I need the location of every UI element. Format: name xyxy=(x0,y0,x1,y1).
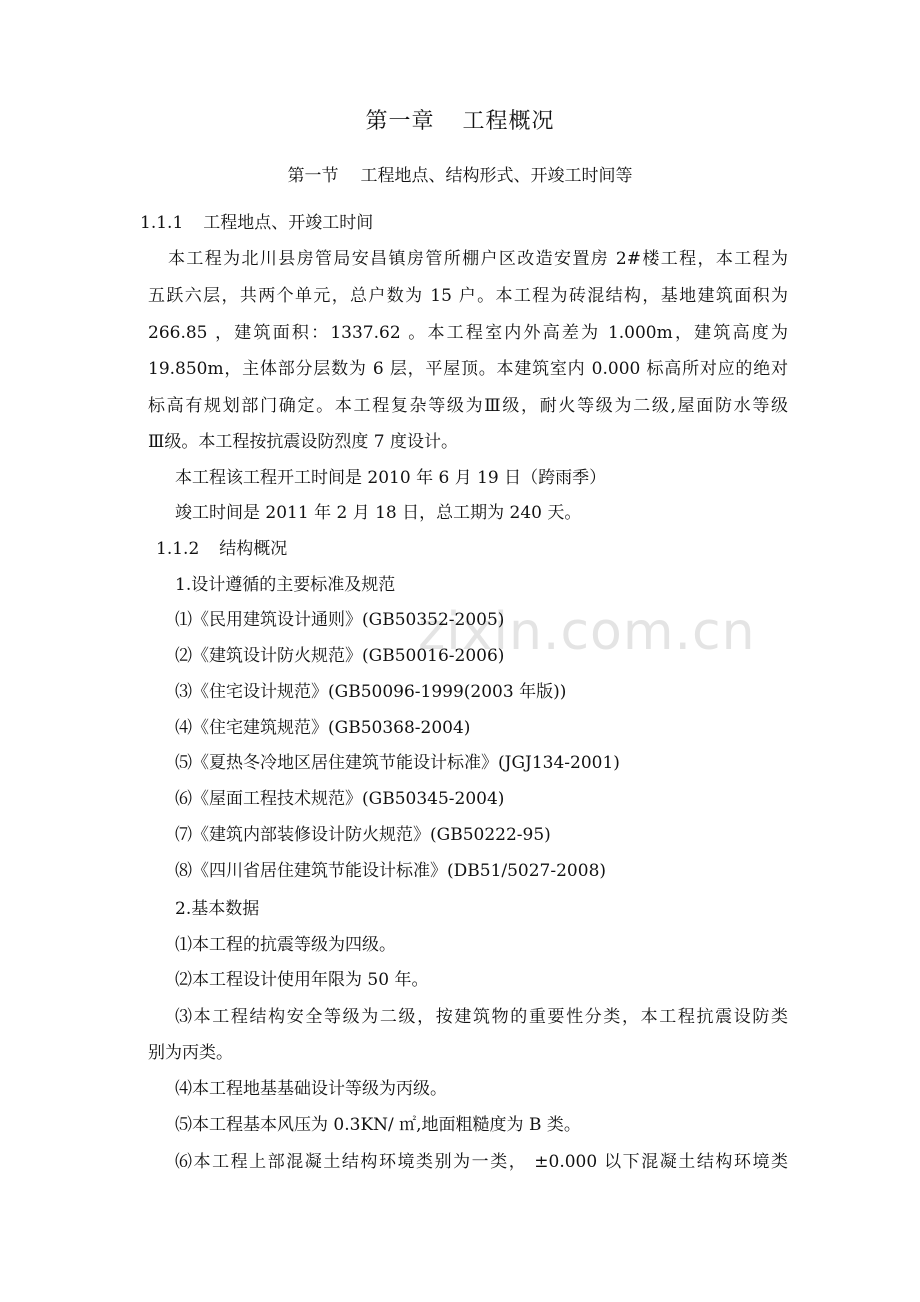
basic-item: ⑹本工程上部混凝土结构环境类别为一类， ±0.000 以下混凝土结构环境类 xyxy=(175,1152,788,1172)
standard-item: ⑺《建筑内部装修设计防火规范》(GB50222-95) xyxy=(175,825,551,845)
subsection-1-title: 工程地点、开竣工时间 xyxy=(203,213,374,233)
standard-item: ⑻《四川省居住建筑节能设计标准》(DB51/5027-2008) xyxy=(175,861,607,881)
subsection-2-number: 1.1.2 xyxy=(156,539,200,559)
standard-item: ⑸《夏热冬冷地区居住建筑节能设计标准》(JGJ134-2001) xyxy=(175,753,620,773)
subsection-2-heading xyxy=(156,537,287,561)
section-title xyxy=(0,164,920,188)
subsection-1-heading xyxy=(140,211,373,235)
subsection-1-number: 1.1.1 xyxy=(140,213,184,233)
paragraph-line: 本工程为北川县房管局安昌镇房管所棚户区改造安置房 2#楼工程，本工程为 xyxy=(168,249,788,269)
standard-item: ⑴《民用建筑设计通则》(GB50352-2005) xyxy=(175,610,505,630)
chapter-number: 第一章 xyxy=(365,109,435,134)
standard-item: ⑵《建筑设计防火规范》(GB50016-2006) xyxy=(175,646,505,666)
paragraph-line: 19.850m，主体部分层数为 6 层，平屋顶。本建筑室内 0.000 标高所对应的绝对 xyxy=(148,359,788,379)
basic-item: ⑴本工程的抗震等级为四级。 xyxy=(175,935,396,955)
chapter-name: 工程概况 xyxy=(462,109,555,134)
chapter-title xyxy=(0,108,920,136)
basic-item: ⑷本工程地基基础设计等级为丙级。 xyxy=(175,1079,447,1099)
section-number: 第一节 xyxy=(287,166,339,186)
standard-item: ⑷《住宅建筑规范》(GB50368-2004) xyxy=(175,718,471,738)
basic-item: ⑵本工程设计使用年限为 50 年。 xyxy=(175,970,429,990)
completion-date-line: 竣工时间是 2011 年 2 月 18 日，总工期为 240 天。 xyxy=(175,503,582,523)
subsection-2-title: 结构概况 xyxy=(219,539,288,559)
paragraph-line: 五跃六层，共两个单元，总户数为 15 户。本工程为砖混结构，基地建筑面积为 xyxy=(148,286,788,306)
standard-item: ⑶《住宅设计规范》(GB50096-1999(2003 年版)) xyxy=(175,682,567,702)
basic-item: ⑸本工程基本风压为 0.3KN/ ㎡,地面粗糙度为 B 类。 xyxy=(175,1115,581,1135)
basic-item-continued: 别为丙类。 xyxy=(148,1043,233,1063)
standards-heading: 1.设计遵循的主要标准及规范 xyxy=(175,575,396,595)
start-date-line: 本工程该工程开工时间是 2010 年 6 月 19 日（跨雨季） xyxy=(175,468,607,488)
paragraph-line: 266.85 ，建筑面积：1337.62 。本工程室内外高差为 1.000m，建筑高度为 xyxy=(148,323,788,343)
paragraph-line: 标高有规划部门确定。本工程复杂等级为Ⅲ级，耐火等级为二级,屋面防水等级 xyxy=(148,396,788,416)
watermark: zixin.com.cn xyxy=(418,602,756,662)
standard-item: ⑹《屋面工程技术规范》(GB50345-2004) xyxy=(175,789,505,809)
section-name: 工程地点、结构形式、开竣工时间等 xyxy=(360,166,633,186)
paragraph-line: Ⅲ级。本工程按抗震设防烈度 7 度设计。 xyxy=(148,432,459,452)
basic-item: ⑶本工程结构安全等级为二级，按建筑物的重要性分类，本工程抗震设防类 xyxy=(175,1007,788,1027)
basic-data-heading: 2.基本数据 xyxy=(175,899,260,919)
